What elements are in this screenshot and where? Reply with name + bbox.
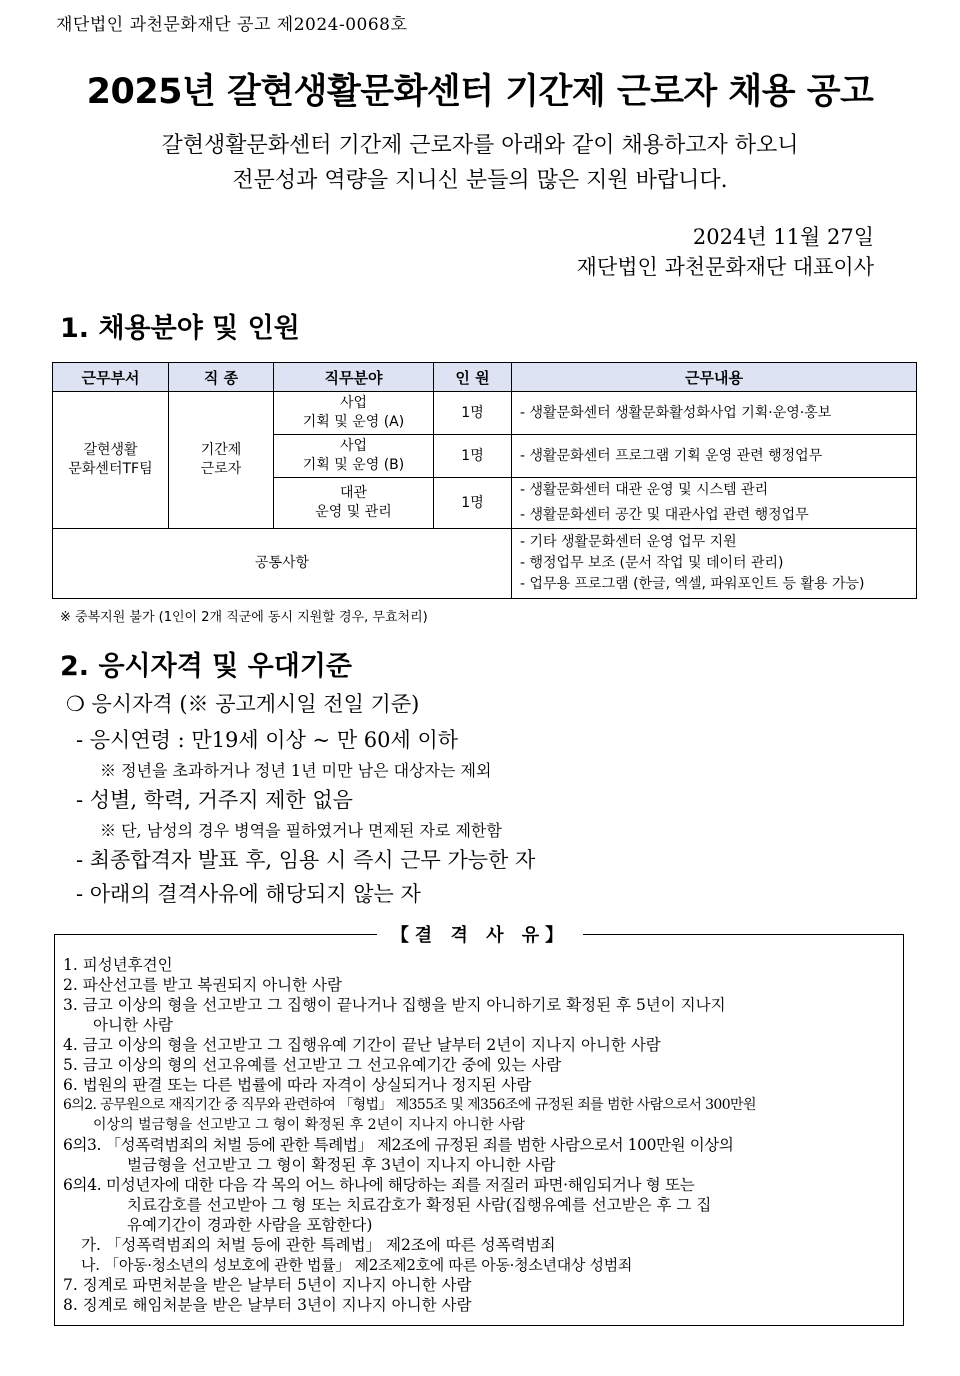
list-item: 유예기간이 경과한 사람을 포함한다) [127, 1216, 373, 1234]
list-item: 가. 「성폭력범죄의 처벌 등에 관한 특례법」 제2조에 따른 성폭력범죄 [81, 1236, 556, 1254]
qual-item-age: - 응시연령 : 만19세 이상 ~ 만 60세 이하 [76, 728, 459, 752]
duty-cell: - 생활문화센터 프로그램 기획 운영 관련 행정업무 [512, 435, 917, 478]
notice-number: 재단법인 과천문화재단 공고 제2024-0068호 [56, 15, 408, 35]
field-line-2: 기획 및 운영 (B) [302, 457, 405, 473]
job-type-cell [169, 392, 274, 529]
list-item: 6. 법원의 판결 또는 다른 법률에 따라 자격이 상실되거나 정지된 사람 [63, 1076, 532, 1094]
table-row [53, 392, 917, 435]
list-item: 벌금형을 선고받고 그 형이 확정된 후 3년이 지나지 아니한 사람 [127, 1156, 556, 1174]
qual-note-retirement: ※ 정년을 초과하거나 정년 1년 미만 남은 대상자는 제외 [100, 761, 492, 780]
qual-heading: ❍ 응시자격 (※ 공고게시일 전일 기준) [66, 692, 420, 716]
intro-line-2: 전문성과 역량을 지니신 분들의 많은 지원 바랍니다. [232, 168, 728, 193]
section-2-title: 2. 응시자격 및 우대기준 [60, 651, 352, 682]
qual-item-no-limit: - 성별, 학력, 거주지 제한 없음 [76, 788, 353, 812]
list-item: 1. 피성년후견인 [63, 956, 173, 974]
list-item: 3. 금고 이상의 형을 선고받고 그 집행이 끝나거나 집행을 받지 아니하기로 확정된 후 5년이 지나지 [63, 996, 726, 1014]
disqualification-title [55, 921, 905, 947]
list-item: 7. 징계로 파면처분을 받은 날부터 5년이 지나지 아니한 사람 [63, 1276, 472, 1294]
common-duty-1: - 기타 생활문화센터 운영 업무 지원 [520, 534, 737, 550]
section-1-title: 1. 채용분야 및 인원 [60, 313, 300, 344]
page-title: 2025년 갈현생활문화센터 기간제 근로자 채용 공고 [86, 72, 874, 112]
qual-item-disqualification: - 아래의 결격사유에 해당되지 않는 자 [76, 882, 421, 906]
field-cell [274, 435, 434, 478]
table-note: ※ 중복지원 불가 (1인이 2개 직군에 동시 지원할 경우, 무효처리) [60, 610, 428, 625]
common-label: 공통사항 [53, 529, 512, 599]
list-item: 5. 금고 이상의 형의 선고유예를 선고받고 그 선고유예기간 중에 있는 사람 [63, 1056, 562, 1074]
col-header-count: 인 원 [434, 363, 512, 392]
list-item: 6의3. 「성폭력범죄의 처벌 등에 관한 특례법」 제2조에 규정된 죄를 범한 사람으로서 100만원 이상의 [63, 1136, 734, 1154]
list-item: 아니한 사람 [93, 1016, 173, 1034]
list-item: 이상의 벌금형을 선고받고 그 형이 확정된 후 2년이 지나지 아니한 사람 [93, 1117, 526, 1133]
notice-date: 2024년 11월 27일 [692, 225, 874, 249]
count-cell: 1명 [434, 478, 512, 529]
common-duty-2: - 행정업무 보조 (문서 작업 및 데이터 관리) [520, 555, 784, 571]
recruitment-table [52, 362, 917, 599]
date-issuer-block [577, 222, 874, 282]
col-header-job-type: 직 종 [169, 363, 274, 392]
intro-line-1: 갈현생활문화센터 기간제 근로자를 아래와 같이 채용하고자 하오니 [161, 133, 799, 158]
list-item: 6의2. 공무원으로 재직기간 중 직무와 관련하여 「형법」 제355조 및 제356조에 규정된 죄를 범한 사람으로서 300만원 [63, 1097, 756, 1113]
disqualification-title-text: 【결 격 사 유】 [377, 925, 583, 946]
table-header-row [53, 363, 917, 392]
col-header-field: 직무분야 [274, 363, 434, 392]
issuer: 재단법인 과천문화재단 대표이사 [576, 255, 874, 279]
dept-line-2: 문화센터TF팀 [68, 461, 153, 477]
field-line-1: 사업 [339, 438, 368, 454]
intro-text [0, 128, 960, 198]
count-cell: 1명 [434, 392, 512, 435]
job-line-1: 기간제 [200, 442, 242, 458]
col-header-duty: 근무내용 [512, 363, 917, 392]
list-item: 6의4. 미성년자에 대한 다음 각 목의 어느 하나에 해당하는 죄를 저질러 파면·해임되거나 형 또는 [63, 1176, 695, 1194]
list-item: 2. 파산선고를 받고 복권되지 아니한 사람 [63, 976, 342, 994]
field-cell [274, 392, 434, 435]
dept-cell [53, 392, 169, 529]
duty-cell: - 생활문화센터 생활문화활성화사업 기획·운영·홍보 [512, 392, 917, 435]
duty-cell [512, 478, 917, 529]
duty-line-1: - 생활문화센터 대관 운영 및 시스템 관리 [520, 482, 769, 498]
disqualification-list [63, 955, 899, 1315]
disqualification-box [54, 925, 904, 1326]
field-cell [274, 478, 434, 529]
common-duty-3: - 업무용 프로그램 (한글, 엑셀, 파워포인트 등 활용 가능) [520, 576, 865, 592]
field-line-1: 대관 [339, 485, 368, 501]
common-duties-cell [512, 529, 917, 599]
field-line-2: 운영 및 관리 [315, 504, 392, 520]
dept-line-1: 갈현생활 [83, 442, 138, 458]
qual-note-military: ※ 단, 남성의 경우 병역을 필하였거나 면제된 자로 제한함 [100, 821, 502, 840]
job-line-2: 근로자 [200, 461, 242, 477]
list-item: 4. 금고 이상의 형을 선고받고 그 집행유예 기간이 끝난 날부터 2년이 지나지 아니한 사람 [63, 1036, 661, 1054]
duty-line-2: - 생활문화센터 공간 및 대관사업 관련 행정업무 [520, 507, 809, 523]
col-header-dept: 근무부서 [53, 363, 169, 392]
field-line-2: 기획 및 운영 (A) [302, 414, 405, 430]
qual-item-available: - 최종합격자 발표 후, 임용 시 즉시 근무 가능한 자 [76, 848, 536, 872]
list-item: 치료감호를 선고받아 그 형 또는 치료감호가 확정된 사람(집행유예를 선고받은 후 그 집 [127, 1196, 712, 1214]
count-cell: 1명 [434, 435, 512, 478]
table-row-common [53, 529, 917, 599]
list-item: 나. 「아동·청소년의 성보호에 관한 법률」 제2조제2호에 따른 아동·청소년대상 성범죄 [81, 1256, 633, 1274]
list-item: 8. 징계로 해임처분을 받은 날부터 3년이 지나지 아니한 사람 [63, 1296, 472, 1314]
field-line-1: 사업 [339, 395, 368, 411]
